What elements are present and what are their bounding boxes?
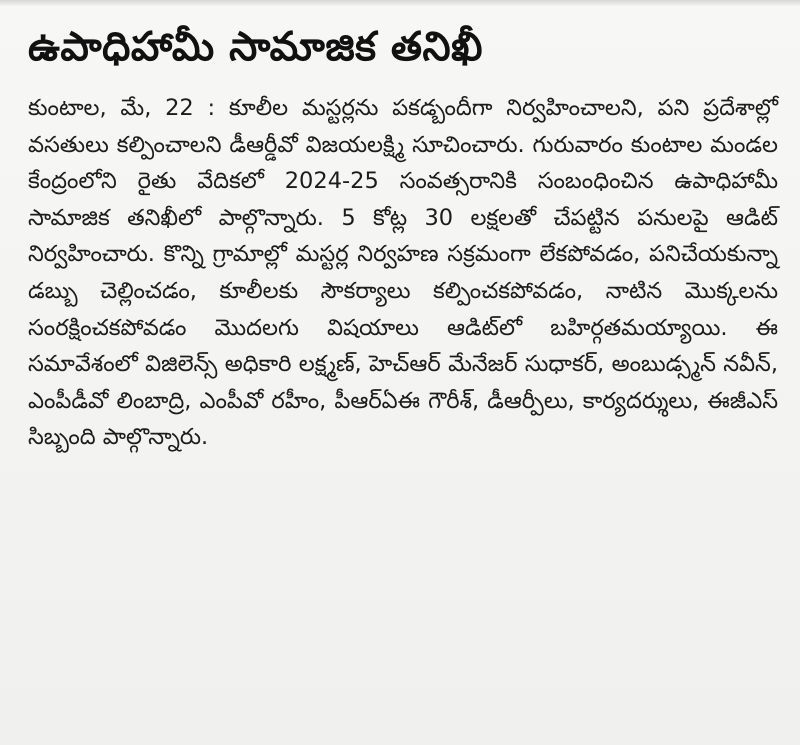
article-body: కుంటాల, మే, 22 : కూలీల మస్టర్లను పకడ్బందీగా నిర్వహించాలని, పని ప్రదేశాల్లో వసతులు కల్పించాలని డీఆర్డీవో విజయలక్ష్మి సూచించారు. గురువారం కుంటాల మండల కేంద్రంలోని రైతు వేదికలో 2024-25 సంవత్సరానికి సంబంధించిన ఉపాధిహామీ సామాజిక తనిఖీలో పాల్గొన్నారు. 5 కోట్ల 30 లక్షలతో చేపట్టిన పనులపై ఆడిట్ నిర్వహించారు. కొన్ని గ్రామాల్లో మస్టర్ల నిర్వహణ సక్రమంగా లేకపోవడం, పనిచేయకున్నా డబ్బు చెల్లించడం, కూలీలకు సౌకర్యాలు కల్పించకపోవడం, నాటిన మొక్కలను సంరక్షించకపోవడం మొదలగు విషయాలు ఆడిట్‌లో బహిర్గతమయ్యాయి. ఈ సమావేశంలో విజిలెన్స్ అధికారి లక్ష్మణ్, హెచ్ఆర్ మేనేజర్ సుధాకర్, అంబుడ్స్మన్ నవీన్, ఎంపీడీవో లింబాద్రి, ఎంపీవో రహీం, పీఆర్ఏఈ గౌరీశ్, డీఆర్పీలు, కార్యదర్శులు, ఈజీఎస్ సిబ్బంది పాల్గొన్నారు. — [28, 95, 778, 451]
article-headline: ఉపాధిహామీ సామాజిక తనిఖీ — [28, 24, 483, 70]
cropped-previous-line — [0, 0, 800, 6]
